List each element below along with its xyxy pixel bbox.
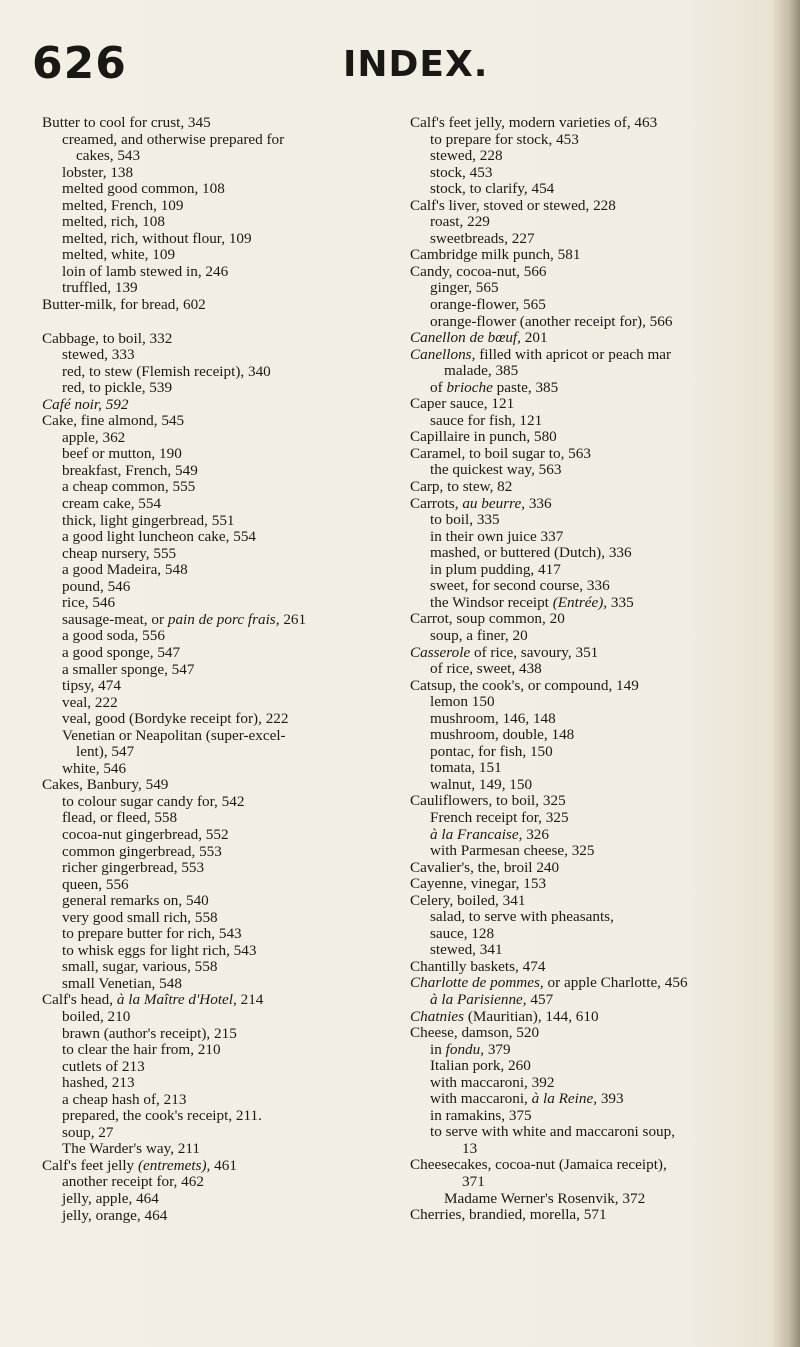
entry-text: Butter-milk, for bread, 602 [42,296,206,314]
entry-page-ref: 379 [484,1040,511,1058]
index-subentry [410,1042,785,1059]
entry-text: Carrot, soup common, 20 [410,610,565,628]
entry-italic: fondu, [445,1040,485,1058]
entry-page-ref: or apple Charlotte, 456 [543,974,688,992]
index-entry [410,446,785,463]
entry-text: mushroom, 146, 148 [430,709,556,727]
entry-italic: (entremets), [137,1156,211,1174]
index-subentry [42,546,402,563]
entry-text: in their own juice 337 [430,527,564,545]
entry-text: ginger, 565 [430,279,499,297]
entry-text: Carrots, [410,494,459,512]
entry-text: Caramel, to boil sugar to, 563 [410,444,591,462]
entry-text: a good light luncheon cake, 554 [62,528,257,546]
index-subentry [42,1191,402,1208]
entry-italic: à la Parisienne, [430,990,527,1008]
index-subentry [410,760,785,777]
entry-text: general remarks on, 540 [62,892,209,910]
index-subentry [410,777,785,794]
index-subentry [42,943,402,960]
entry-text: French receipt for, 325 [430,808,569,826]
index-entry [410,645,785,662]
entry-text: prepared, the cook's receipt, 211. [62,1107,262,1125]
entry-text: Cherries, brandied, morella, 571 [410,1206,607,1224]
index-entry [42,1158,402,1175]
index-subentry [42,810,402,827]
entry-page-ref: 457 [526,990,554,1008]
entry-text: sauce for fish, 121 [430,411,543,429]
entry-text: to serve with white and maccaroni soup, [430,1123,676,1141]
entry-text: white, 546 [62,759,127,777]
entry-text: mashed, or buttered (Dutch), 336 [430,544,632,562]
entry-gap [42,314,402,331]
entry-text: soup, a finer, 20 [430,626,528,644]
entry-text: Capillaire in punch, 580 [410,428,557,446]
index-subentry [42,579,402,596]
entry-text: 13 [462,1139,478,1157]
index-subentry [42,1174,402,1191]
index-subentry [42,1026,402,1043]
index-entry [410,1025,785,1042]
index-subentry [410,148,785,165]
index-entry [42,115,402,132]
entry-text: to clear the hair from, 210 [62,1041,221,1059]
entry-text: flead, or fleed, 558 [62,809,178,827]
index-subentry [410,462,785,479]
entry-text: orange-flower, 565 [430,296,546,314]
entry-italic: brioche [446,378,493,396]
index-subentry [42,280,402,297]
index-subentry [42,529,402,546]
entry-text: the quickest way, 563 [430,461,562,479]
index-subentry [42,1092,402,1109]
index-subentry [42,446,402,463]
index-subentry [42,364,402,381]
entry-text: stewed, 228 [430,147,503,165]
entry-text: Cheese, damson, 520 [410,1024,540,1042]
entry-text: melted, rich, 108 [62,213,165,231]
entry-text: Venetian or Neapolitan (super-excel- [62,726,286,744]
index-subentry [42,1108,402,1125]
index-entry [410,264,785,281]
entry-text: cocoa-nut gingerbread, 552 [62,825,229,843]
entry-text: of rice, sweet, 438 [430,660,542,678]
index-subentry [410,1124,785,1141]
entry-text: boiled, 210 [62,1007,131,1025]
index-entry [410,1207,785,1224]
index-subentry [410,661,785,678]
index-subentry [410,694,785,711]
entry-text: melted good common, 108 [62,180,225,198]
entry-page-ref: 335 [607,593,634,611]
entry-page-ref: of rice, savoury, 351 [470,643,599,661]
entry-text: salad, to serve with pheasants, [430,908,614,926]
entry-text: Butter to cool for crust, 345 [42,114,211,131]
entry-page-ref: (Mauritian), 144, 610 [464,1007,599,1025]
entry-text: queen, 556 [62,875,129,893]
index-subentry [42,844,402,861]
entry-text: with maccaroni, [430,1090,528,1108]
index-subentry [42,877,402,894]
entry-text: jelly, apple, 464 [62,1190,159,1207]
entry-text: brawn (author's receipt), 215 [62,1024,237,1042]
entry-text: pound, 546 [62,577,131,595]
entry-text: creamed, and otherwise prepared for [62,130,285,148]
entry-text: another receipt for, 462 [62,1173,204,1191]
index-subentry [410,909,785,926]
index-subentry [42,214,402,231]
entry-italic: pain de porc frais, [167,610,280,628]
entry-text: Calf's feet jelly [42,1156,135,1174]
entry-text: soup, 27 [62,1123,114,1141]
entry-text: in ramakins, 375 [430,1106,532,1124]
index-subentry [42,827,402,844]
entry-text: apple, 362 [62,428,126,446]
entry-text: in plum pudding, 417 [430,560,561,578]
entry-text: a good Madeira, 548 [62,561,188,579]
index-entry [410,678,785,695]
entry-text: to colour sugar candy for, 542 [62,792,245,810]
entry-text: tomata, 151 [430,759,502,777]
index-subentry [410,1075,785,1092]
index-entry [410,496,785,513]
entry-text: cream cake, 554 [62,495,162,513]
index-subentry [410,545,785,562]
index-subentry [42,728,402,745]
index-subentry [42,1125,402,1142]
entry-text: mushroom, double, 148 [430,726,575,744]
running-head: INDEX. [343,44,489,85]
entry-text: very good small rich, 558 [62,908,218,926]
entry-text: Candy, cocoa-nut, 566 [410,262,547,280]
index-subentry [42,165,402,182]
entry-italic: Canellons, [410,345,476,363]
index-subentry [410,1108,785,1125]
entry-italic: Charlotte de pommes, [410,974,544,992]
index-entry [410,876,785,893]
entry-text: walnut, 149, 150 [430,775,533,793]
index-subentry [410,562,785,579]
index-subentry [42,910,402,927]
entry-text: small Venetian, 548 [62,974,182,992]
index-subentry [42,479,402,496]
entry-page-ref: filled with apricot or peach mar [475,345,672,363]
entry-text: red, to pickle, 539 [62,379,173,397]
index-subentry [42,711,402,728]
entry-text: a cheap hash of, 213 [62,1090,187,1108]
index-subentry [410,314,785,331]
index-subentry [42,645,402,662]
entry-text: sauce, 128 [430,924,495,942]
entry-text: Chantilly baskets, 474 [410,957,546,975]
index-entry [410,975,785,992]
entry-text: small, sugar, various, 558 [62,958,218,976]
index-entry [410,893,785,910]
index-subentry [42,496,402,513]
index-entry [410,330,785,347]
index-subentry [410,231,785,248]
index-subentry [410,595,785,612]
entry-text: malade, 385 [444,362,519,380]
index-subentry [410,744,785,761]
index-subentry [410,132,785,149]
entry-text: thick, light gingerbread, 551 [62,511,235,529]
index-subentry [42,132,402,149]
entry-text: Cayenne, vinegar, 153 [410,875,547,893]
index-subentry [42,380,402,397]
index-subentry [410,628,785,645]
entry-text: to whisk eggs for light rich, 543 [62,941,257,959]
entry-text: a smaller sponge, 547 [62,660,195,678]
entry-text: Celery, boiled, 341 [410,891,526,909]
index-subentry [42,1141,402,1158]
entry-text: pontac, for fish, 150 [430,742,553,760]
entry-page-ref: paste, 385 [492,378,559,396]
entry-text: a good soda, 556 [62,627,165,645]
index-subentry [42,976,402,993]
entry-text: Cheesecakes, cocoa-nut (Jamaica receipt), [410,1156,667,1174]
entry-text: hashed, 213 [62,1074,135,1092]
index-subentry [410,280,785,297]
entry-text: 371 [462,1173,485,1190]
entry-text: Madame Werner's Rosenvik, 372 [444,1189,646,1207]
entry-text: lemon 150 [430,693,495,711]
entry-text: Calf's feet jelly, modern varieties of, 463 [410,114,658,131]
index-subentry [410,942,785,959]
entry-text: Catsup, the cook's, or compound, 149 [410,676,639,694]
entry-page-ref: 201 [520,329,548,347]
entry-text: with maccaroni, 392 [430,1073,555,1091]
entry-text: melted, white, 109 [62,246,176,264]
index-entry [410,396,785,413]
entry-page-ref: 461 [210,1156,237,1174]
index-subentry [410,926,785,943]
index-subentry [410,512,785,529]
index-subentry [42,463,402,480]
index-subentry [410,297,785,314]
index-subentry [410,1191,785,1208]
entry-text: to prepare for stock, 453 [430,130,579,148]
index-entry [410,347,785,364]
index-entry [410,115,785,132]
entry-text: cakes, 543 [76,147,141,165]
index-subentry [410,413,785,430]
index-subentry [42,761,402,778]
page-number: 626 [32,38,127,89]
entry-italic: à la Francaise, [430,825,523,843]
index-entry [410,860,785,877]
entry-italic: Chatnies [410,1007,465,1025]
index-subentry [410,992,785,1009]
entry-text: sausage-meat, or [62,610,165,628]
entry-text: a good sponge, 547 [62,643,181,661]
entry-page-ref: 336 [525,494,552,512]
index-subentry [42,695,402,712]
index-subentry [42,1009,402,1026]
entry-text: orange-flower (another receipt for), 566 [430,312,673,330]
entry-text: stewed, 333 [62,346,135,364]
entry-text: jelly, orange, 464 [62,1206,168,1224]
entry-text: The Warder's way, 211 [62,1140,201,1158]
index-subentry [410,843,785,860]
index-entry [42,331,402,348]
entry-text: cheap nursery, 555 [62,544,177,562]
index-entry [410,611,785,628]
entry-page-ref: 261 [279,610,307,628]
index-entry [410,247,785,264]
index-subentry [42,628,402,645]
index-column-left [42,115,402,1224]
index-subentry [410,214,785,231]
entry-page-ref: 326 [522,825,549,843]
index-column-right [410,115,785,1224]
index-subentry [42,1208,402,1225]
entry-text: in [430,1040,442,1058]
index-entry [42,397,402,414]
entry-text: common gingerbread, 553 [62,842,222,860]
index-subentry [410,1058,785,1075]
entry-page-ref: 214 [236,991,264,1009]
index-entry [410,1157,785,1174]
index-subentry [42,231,402,248]
index-entry [42,777,402,794]
entry-text: Caper sauce, 121 [410,395,515,413]
entry-text: truffled, 139 [62,279,138,297]
entry-text: red, to stew (Flemish receipt), 340 [62,362,271,380]
entry-text: stock, to clarify, 454 [430,180,555,198]
index-subentry [42,513,402,530]
entry-italic: (Entrée), [552,593,608,611]
entry-text: veal, good (Bordyke receipt for), 222 [62,710,289,728]
entry-text: stock, 453 [430,163,493,181]
entry-text: tipsy, 474 [62,677,121,695]
entry-text: Cake, fine almond, 545 [42,412,185,430]
index-subentry [42,347,402,364]
index-entry [410,479,785,496]
entry-text: Carp, to stew, 82 [410,478,513,496]
entry-text: loin of lamb stewed in, 246 [62,262,229,280]
entry-text: roast, 229 [430,213,490,231]
index-subentry [42,1075,402,1092]
index-subentry [42,198,402,215]
entry-text: Italian pork, 260 [430,1057,531,1075]
index-subentry [42,1042,402,1059]
index-subentry [410,165,785,182]
entry-text: the Windsor receipt [430,593,549,611]
entry-text: lobster, 138 [62,163,134,181]
index-subentry [410,578,785,595]
index-entry [410,959,785,976]
entry-text: to boil, 335 [430,511,500,529]
index-subentry [42,562,402,579]
index-entry [410,198,785,215]
index-subentry [410,727,785,744]
entry-text: veal, 222 [62,693,118,711]
entry-text: stewed, 341 [430,941,503,959]
index-subentry [42,744,402,761]
entry-text: Café noir, 592 [42,395,129,413]
entry-text: richer gingerbread, 553 [62,859,205,877]
index-subentry [42,148,402,165]
entry-italic: Canellon de bœuf, [410,329,521,347]
index-subentry [410,181,785,198]
entry-text: of [430,378,443,396]
index-entry [42,992,402,1009]
entry-text: melted, rich, without flour, 109 [62,229,252,247]
entry-italic: à la Reine, [531,1090,598,1108]
entry-text: lent), 547 [76,743,135,761]
index-subentry [410,827,785,844]
entry-text: Calf's head, [42,991,114,1009]
entry-italic: à la Maître d'Hotel, [116,991,237,1009]
index-entry [410,793,785,810]
entry-text: sweetbreads, 227 [430,229,535,247]
index-entry [410,1009,785,1026]
entry-text: sweet, for second course, 336 [430,577,610,595]
index-subentry [410,1174,785,1191]
entry-text: Calf's liver, stoved or stewed, 228 [410,196,616,214]
entry-text: breakfast, French, 549 [62,461,198,479]
entry-text: with Parmesan cheese, 325 [430,842,595,860]
index-subentry [410,810,785,827]
index-subentry [42,959,402,976]
entry-text: Cambridge milk punch, 581 [410,246,581,264]
index-subentry [410,529,785,546]
index-subentry [42,595,402,612]
index-subentry [42,247,402,264]
index-subentry [42,893,402,910]
index-subentry [410,1141,785,1158]
index-subentry [42,264,402,281]
entry-text: to prepare butter for rich, 543 [62,925,242,943]
index-subentry [42,926,402,943]
entry-text: a cheap common, 555 [62,478,196,496]
entry-text: melted, French, 109 [62,196,184,214]
index-subentry [410,1091,785,1108]
entry-page-ref: 393 [597,1090,624,1108]
index-subentry [42,1059,402,1076]
index-subentry [42,181,402,198]
index-subentry [42,794,402,811]
entry-text: Cabbage, to boil, 332 [42,329,173,347]
entry-text: Cakes, Banbury, 549 [42,776,169,794]
entry-text: cutlets of 213 [62,1057,145,1075]
index-subentry [410,711,785,728]
entry-text: beef or mutton, 190 [62,445,182,463]
index-subentry [42,860,402,877]
index-subentry [410,380,785,397]
index-entry [42,297,402,314]
index-subentry [42,430,402,447]
entry-italic: au beurre, [462,494,526,512]
entry-text: Cavalier's, the, broil 240 [410,858,560,876]
entry-text: Cauliflowers, to boil, 325 [410,792,566,810]
entry-italic: Casserole [410,643,471,661]
index-subentry [42,612,402,629]
index-entry [410,429,785,446]
index-subentry [42,678,402,695]
index-subentry [410,363,785,380]
entry-text: rice, 546 [62,594,116,612]
index-entry [42,413,402,430]
index-subentry [42,662,402,679]
